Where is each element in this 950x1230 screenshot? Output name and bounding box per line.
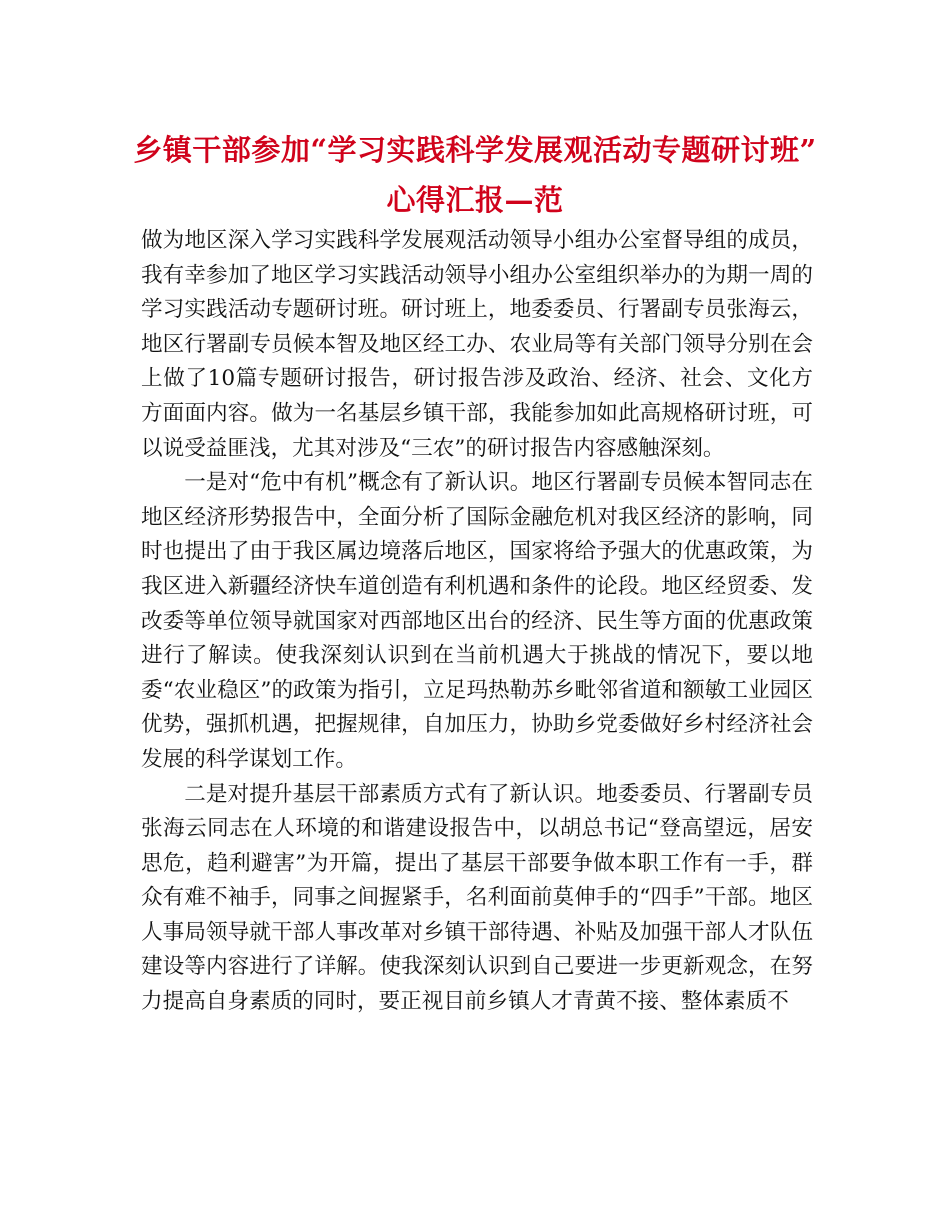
paragraph-point-two: 二是对提升基层干部素质方式有了新认识。地委委员、行署副专员张海云同志在人环境的和谐建设报告中，以胡总书记“登高望远，居安思危，趋利避害”为开篇，提出了基层干部要争做本职工作有一手，群众有难不袖手，同事之间握紧手，名利面前莫伸手的“四手”干部。地区人事局领导就干部人事改革对乡镇干部待遇、补贴及加强干部人才队伍建设等内容进行了详解。使我深刻认识到自己要进一步更新观念，在努力提高自身素质的同时，要正视目前乡镇人才青黄不接、整体素质不 bbox=[141, 781, 813, 1015]
document-title-line-2: 心得汇报—范 bbox=[386, 183, 564, 217]
paragraph-point-one: 一是对“危中有机”概念有了新认识。地区行署副专员候本智同志在地区经济形势报告中，全面分析了国际金融危机对我区经济的影响，同时也提出了由于我区属边境落后地区，国家将给予强大的优惠政策，为我区进入新疆经济快车道创造有利机遇和条件的论段。地区经贸委、发改委等单位领导就国家对西部地区出台的经济、民生等方面的优惠政策进行了解读。使我深刻认识到在当前机遇大于挑战的情况下，要以地委“农业稳区”的政策为指引，立足玛热勒苏乡毗邻省道和额敏工业园区优势，强抓机遇，把握规律，自加压力，协助乡党委做好乡村经济社会发展的科学谋划工作。 bbox=[141, 470, 813, 772]
document-title-line-1: 乡镇干部参加“学习实践科学发展观活动专题研讨班” bbox=[133, 133, 817, 167]
paragraph-intro: 做为地区深入学习实践科学发展观活动领导小组办公室督导组的成员，我有幸参加了地区学习实践活动领导小组办公室组织举办的为期一周的学习实践活动专题研讨班。研讨班上，地委委员、行署副专员张海云，地区行署副专员候本智及地区经工办、农业局等有关部门领导分别在会上做了10篇专题研讨报告，研讨报告涉及政治、经济、社会、文化方方面面内容。做为一名基层乡镇干部，我能参加如此高规格研讨班，可以说受益匪浅，尤其对涉及“三农”的研讨报告内容感触深刻。 bbox=[141, 228, 813, 461]
document-body bbox=[141, 224, 813, 1020]
